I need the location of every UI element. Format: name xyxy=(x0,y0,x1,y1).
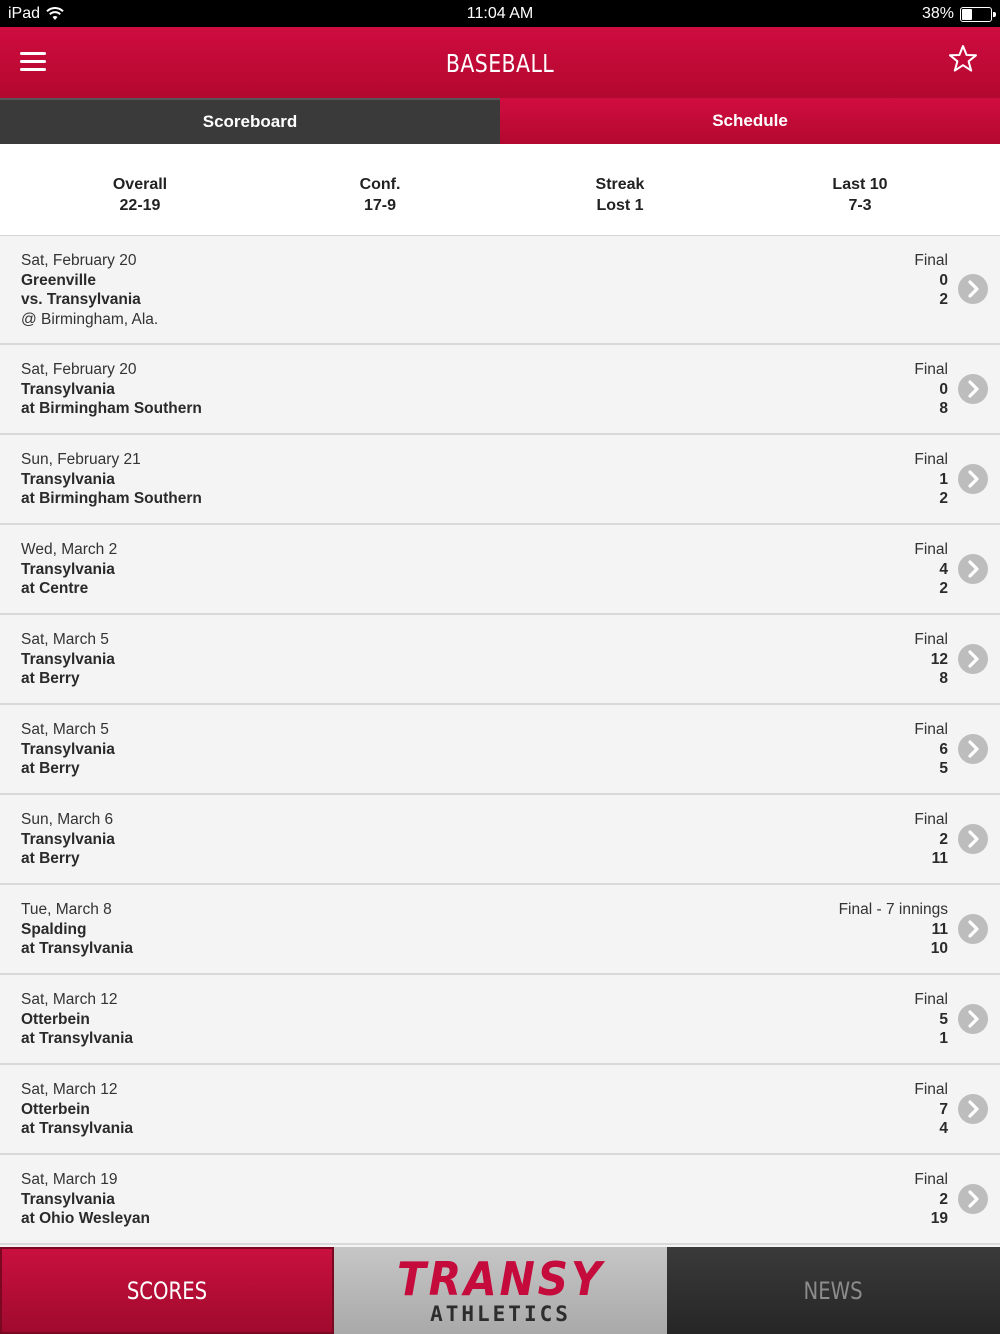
game-result xyxy=(839,900,948,959)
game-row[interactable] xyxy=(0,236,1000,345)
nav-scores-label: SCORES xyxy=(126,1276,208,1305)
game-date: Sat, February 20 xyxy=(21,361,137,378)
game-row[interactable] xyxy=(0,525,1000,615)
game-date: Wed, March 2 xyxy=(21,541,118,558)
hamburger-menu-icon[interactable] xyxy=(20,52,46,72)
chevron-right-icon[interactable] xyxy=(958,824,988,854)
game-team-2: at Birmingham Southern xyxy=(21,490,202,508)
record-value: 7-3 xyxy=(848,197,872,214)
record-label: Last 10 xyxy=(832,176,888,193)
game-team-2: at Centre xyxy=(21,580,89,598)
game-date: Sat, March 19 xyxy=(21,1171,118,1188)
game-team-2: vs. Transylvania xyxy=(21,291,141,309)
game-team-2: at Berry xyxy=(21,670,80,688)
game-date: Tue, March 8 xyxy=(21,901,112,918)
record-label: Overall xyxy=(112,176,168,193)
game-team-1: Transylvania xyxy=(21,830,115,848)
chevron-right-icon[interactable] xyxy=(958,1004,988,1034)
clock: 11:04 AM xyxy=(466,5,534,22)
game-info xyxy=(21,630,115,689)
score-1: 7 xyxy=(939,1100,948,1118)
bottom-nav xyxy=(0,1247,1000,1334)
game-team-1: Otterbein xyxy=(21,1100,90,1118)
score-1: 0 xyxy=(939,380,948,398)
game-result xyxy=(914,540,948,599)
game-row[interactable] xyxy=(0,705,1000,795)
score-2: 2 xyxy=(939,291,948,309)
game-team-1: Transylvania xyxy=(21,380,115,398)
score-2: 11 xyxy=(931,850,948,868)
device-name: iPad xyxy=(8,5,41,22)
game-team-1: Transylvania xyxy=(21,1190,115,1208)
game-result xyxy=(914,251,948,310)
game-list xyxy=(0,236,1000,1245)
chevron-right-icon[interactable] xyxy=(958,274,988,304)
game-status: Final xyxy=(914,811,948,828)
game-team-2: at Transylvania xyxy=(21,1030,134,1048)
game-team-1: Otterbein xyxy=(21,1010,90,1028)
game-info xyxy=(21,540,117,599)
game-status: Final xyxy=(914,252,948,269)
game-info xyxy=(21,450,202,509)
chevron-right-icon[interactable] xyxy=(958,914,988,944)
tab-scoreboard[interactable]: Scoreboard xyxy=(0,98,500,144)
game-result xyxy=(914,720,948,779)
score-2: 1 xyxy=(939,1030,948,1048)
game-result xyxy=(914,450,948,509)
score-1: 5 xyxy=(939,1010,948,1028)
record-value: 17-9 xyxy=(363,197,397,214)
game-status: Final xyxy=(914,1081,948,1098)
game-status: Final - 7 innings xyxy=(838,901,948,918)
game-status: Final xyxy=(914,541,948,558)
score-1: 0 xyxy=(939,271,948,289)
game-info xyxy=(21,720,115,779)
battery-percent: 38% xyxy=(921,5,954,22)
game-date: Sat, March 12 xyxy=(21,1081,118,1098)
record-value: 22-19 xyxy=(119,197,161,214)
game-team-2: at Transylvania xyxy=(21,940,134,958)
chevron-right-icon[interactable] xyxy=(958,554,988,584)
game-result xyxy=(914,1170,948,1229)
record-summary xyxy=(0,144,1000,236)
game-info xyxy=(21,810,115,869)
record-conference xyxy=(280,144,480,235)
game-team-2: at Birmingham Southern xyxy=(21,400,202,418)
score-2: 4 xyxy=(939,1120,948,1138)
game-status: Final xyxy=(914,721,948,738)
score-1: 4 xyxy=(939,560,948,578)
record-label: Streak xyxy=(595,176,645,193)
score-2: 2 xyxy=(939,490,948,508)
game-team-2: at Berry xyxy=(21,760,80,778)
record-label: Conf. xyxy=(359,176,401,193)
game-date: Sun, March 6 xyxy=(21,811,114,828)
chevron-right-icon[interactable] xyxy=(958,464,988,494)
game-status: Final xyxy=(914,451,948,468)
app-header xyxy=(0,27,1000,98)
game-location: @ Birmingham, Ala. xyxy=(21,310,159,328)
score-2: 8 xyxy=(939,670,948,688)
tab-bar xyxy=(0,98,1000,144)
game-row[interactable] xyxy=(0,795,1000,885)
game-info xyxy=(21,900,133,959)
score-2: 8 xyxy=(939,400,948,418)
chevron-right-icon[interactable] xyxy=(958,374,988,404)
game-info xyxy=(21,360,202,419)
score-2: 2 xyxy=(939,580,948,598)
game-date: Sat, February 20 xyxy=(21,252,137,269)
chevron-right-icon[interactable] xyxy=(958,1184,988,1214)
game-result xyxy=(914,360,948,419)
nav-news-label: NEWS xyxy=(803,1276,864,1305)
game-status: Final xyxy=(914,361,948,378)
game-info xyxy=(21,1080,133,1139)
game-date: Sat, March 12 xyxy=(21,991,118,1008)
page-title: BASEBALL xyxy=(445,49,555,78)
record-overall xyxy=(0,144,280,235)
game-row[interactable] xyxy=(0,975,1000,1065)
game-date: Sat, March 5 xyxy=(21,721,109,738)
score-1: 2 xyxy=(939,1190,948,1208)
game-info xyxy=(21,990,133,1049)
game-team-2: at Berry xyxy=(21,850,80,868)
record-streak xyxy=(480,144,760,235)
game-team-1: Transylvania xyxy=(21,560,115,578)
game-team-2: at Transylvania xyxy=(21,1120,134,1138)
logo-subtext: ATHLETICS xyxy=(430,1301,571,1326)
chevron-right-icon[interactable] xyxy=(958,734,988,764)
game-result xyxy=(914,630,948,689)
game-row[interactable] xyxy=(0,345,1000,435)
game-status: Final xyxy=(914,1171,948,1188)
game-date: Sun, February 21 xyxy=(21,451,141,468)
chevron-right-icon[interactable] xyxy=(958,644,988,674)
game-team-1: Transylvania xyxy=(21,470,115,488)
logo-text: TRANSY xyxy=(396,1251,605,1306)
game-team-1: Transylvania xyxy=(21,650,115,668)
game-status: Final xyxy=(914,631,948,648)
chevron-right-icon[interactable] xyxy=(958,1094,988,1124)
score-2: 19 xyxy=(930,1210,948,1228)
game-row[interactable] xyxy=(0,615,1000,705)
game-result xyxy=(914,1080,948,1139)
tab-schedule[interactable]: Schedule xyxy=(500,98,1000,144)
score-1: 2 xyxy=(939,830,948,848)
score-2: 10 xyxy=(930,940,948,958)
game-team-1: Spalding xyxy=(21,920,87,938)
game-row[interactable] xyxy=(0,1155,1000,1245)
transy-athletics-logo[interactable] xyxy=(334,1247,667,1334)
score-2: 5 xyxy=(939,760,948,778)
game-info xyxy=(21,1170,150,1229)
status-bar xyxy=(0,0,1000,27)
score-1: 11 xyxy=(931,920,948,938)
game-team-2: at Ohio Wesleyan xyxy=(21,1210,150,1228)
score-1: 12 xyxy=(930,650,948,668)
record-last-10 xyxy=(760,144,960,235)
battery-icon xyxy=(960,7,992,22)
game-team-1: Greenville xyxy=(21,271,96,289)
score-1: 6 xyxy=(939,740,948,758)
game-row[interactable] xyxy=(0,435,1000,525)
game-team-1: Transylvania xyxy=(21,740,115,758)
star-outline-icon[interactable] xyxy=(948,44,978,74)
game-row[interactable] xyxy=(0,885,1000,975)
nav-news-button[interactable] xyxy=(667,1247,1000,1334)
game-result xyxy=(914,810,948,869)
record-value: Lost 1 xyxy=(596,197,644,214)
score-1: 1 xyxy=(939,470,948,488)
game-result xyxy=(914,990,948,1049)
game-date: Sat, March 5 xyxy=(21,631,109,648)
game-row[interactable] xyxy=(0,1065,1000,1155)
game-status: Final xyxy=(914,991,948,1008)
nav-scores-button[interactable] xyxy=(0,1247,334,1334)
game-info xyxy=(21,251,158,329)
